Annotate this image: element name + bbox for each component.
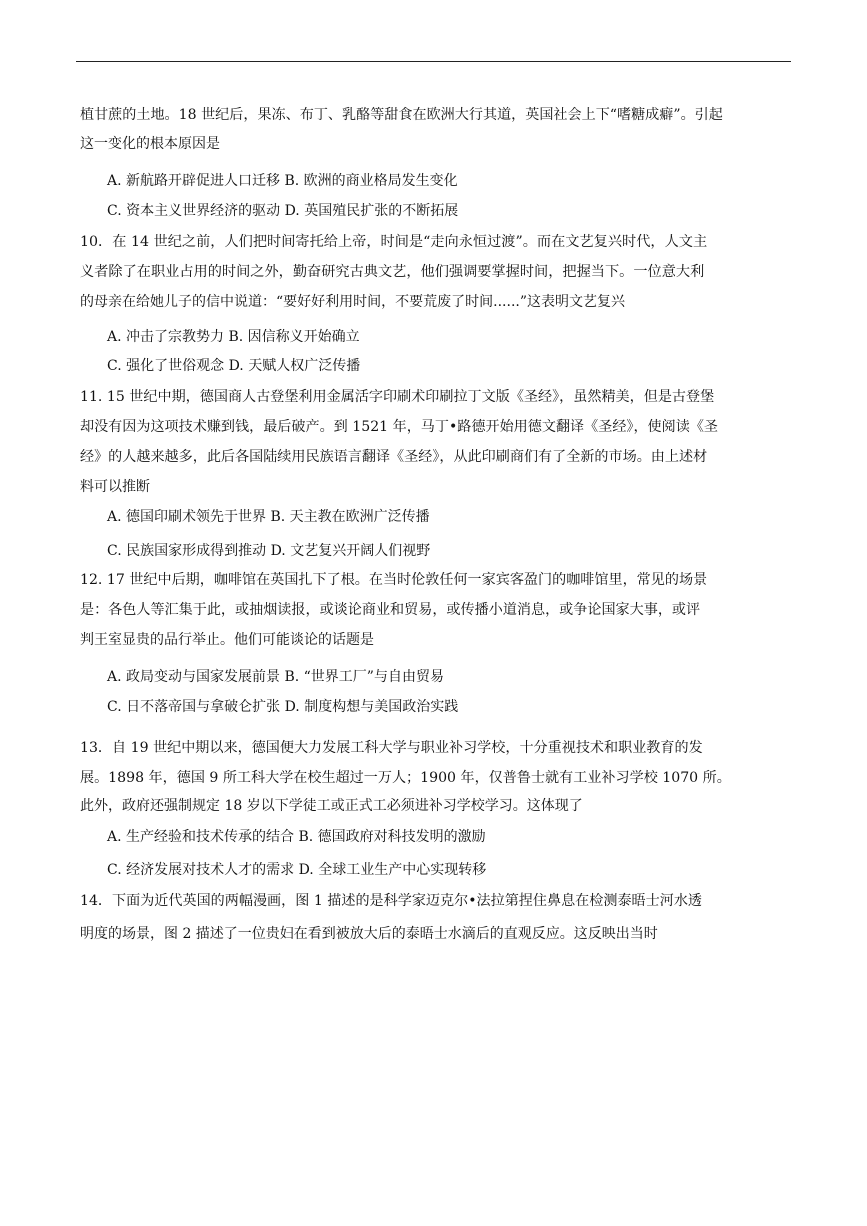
q10-stem-line-2: 义者除了在职业占用的时间之外，勤奋研究古典文艺，他们强调要掌握时间，把握当下。一位意大利: [80, 264, 705, 280]
q13-options-ab: A. 生产经验和技术传承的结合 B. 德国政府对科技发明的激励: [107, 829, 486, 845]
q12-options-ab: A. 政局变动与国家发展前景 B. “世界工厂”与自由贸易: [107, 669, 444, 685]
q13-stem-line-1: 13．自 19 世纪中期以来，德国便大力发展工科大学与职业补习学校，十分重视技术和职业教育的发: [80, 740, 703, 756]
q10-stem-line-3: 的母亲在给她儿子的信中说道：“要好好利用时间，不要荒废了时间......”这表明文艺复兴: [80, 294, 626, 310]
q11-options-cd: C. 民族国家形成得到推动 D. 文艺复兴开阔人们视野: [107, 543, 431, 559]
q9-stem-line-2: 这一变化的根本原因是: [80, 136, 220, 152]
q11-stem-line-2: 却没有因为这项技术赚到钱，最后破产。到 1521 年，马丁•路德开始用德文翻译《圣经》，使阅读《圣: [80, 419, 719, 435]
q11-stem-line-4: 料可以推断: [80, 479, 150, 495]
q10-options-cd: C. 强化了世俗观念 D. 天赋人权广泛传播: [107, 358, 361, 374]
q11-stem-line-3: 经》的人越来越多，此后各国陆续用民族语言翻译《圣经》，从此印刷商们有了全新的市场。由上述材: [80, 449, 708, 465]
q12-stem-line-3: 判王室显贵的品行举止。他们可能谈论的话题是: [80, 632, 374, 648]
q12-stem-line-1: 12. 17 世纪中后期，咖啡馆在英国扎下了根。在当时伦敦任何一家宾客盈门的咖啡馆里，常见的场景: [80, 572, 708, 588]
q14-stem-line-1: 14．下面为近代英国的两幅漫画，图 1 描述的是科学家迈克尔•法拉第捏住鼻息在检测泰晤士河水透: [80, 893, 703, 909]
q9-options-ab: A. 新航路开辟促进人口迁移 B. 欧洲的商业格局发生变化: [107, 173, 458, 189]
q12-options-cd: C. 日不落帝国与拿破仑扩张 D. 制度构想与美国政治实践: [107, 699, 459, 715]
q9-stem-line-1: 植甘蔗的土地。18 世纪后，果冻、布丁、乳酪等甜食在欧洲大行其道，英国社会上下“嗜糖成癖”。引起: [80, 107, 723, 123]
header-rule: [76, 61, 791, 62]
q10-stem-line-1: 10．在 14 世纪之前，人们把时间寄托给上帝，时间是“走向永恒过渡”。而在文艺复兴时代，人文主: [80, 234, 708, 250]
q9-options-cd: C. 资本主义世界经济的驱动 D. 英国殖民扩张的不断拓展: [107, 203, 459, 219]
q11-stem-line-1: 11. 15 世纪中期，德国商人古登堡利用金属活字印刷术印刷拉丁文版《圣经》，虽然精美，但是古登堡: [80, 389, 715, 405]
q10-options-ab: A. 冲击了宗教势力 B. 因信称义开始确立: [107, 329, 360, 345]
q13-stem-line-2: 展。1898 年，德国 9 所工科大学在校生超过一万人；1900 年，仅普鲁士就有工业补习学校 1070 所。: [80, 770, 731, 786]
q12-stem-line-2: 是：各色人等汇集于此，或抽烟读报，或谈论商业和贸易，或传播小道消息，或争论国家大事，或评: [80, 602, 701, 618]
q13-options-cd: C. 经济发展对技术人才的需求 D. 全球工业生产中心实现转移: [107, 862, 487, 878]
q13-stem-line-3: 此外，政府还强制规定 18 岁以下学徒工或正式工必须进补习学校学习。这体现了: [80, 798, 583, 814]
q11-options-ab: A. 德国印刷术领先于世界 B. 天主教在欧洲广泛传播: [107, 509, 430, 525]
q14-stem-line-2: 明度的场景，图 2 描述了一位贵妇在看到被放大后的泰晤士水滴后的直观反应。这反映出当时: [80, 926, 658, 942]
